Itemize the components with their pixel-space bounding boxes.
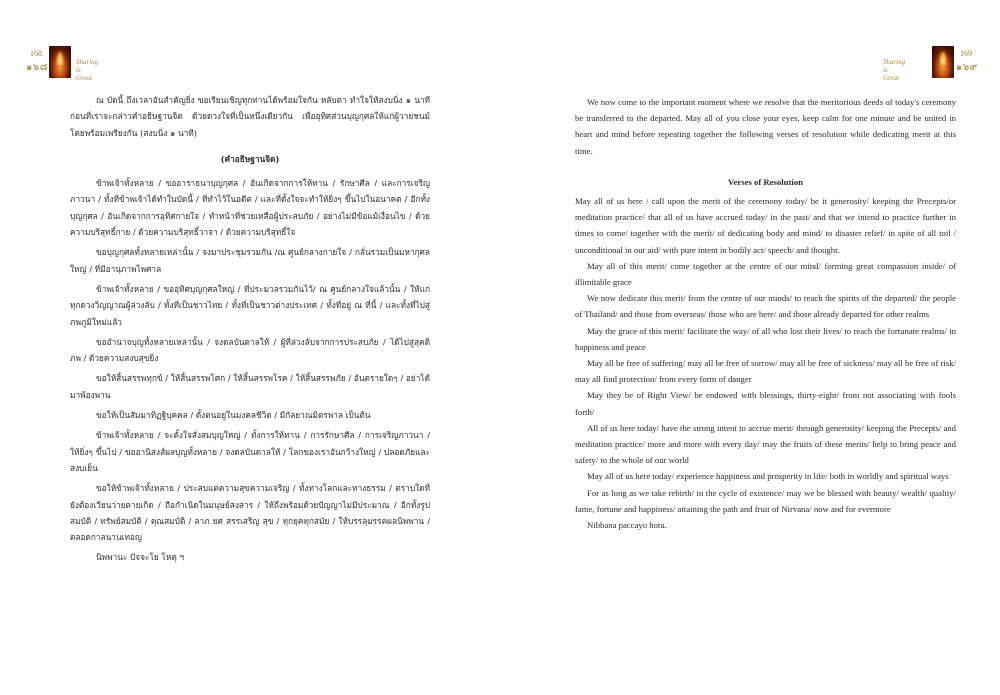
english-paragraph: May they be of Right View/ be endowed with blessings, thirty-eight/ from not associating with fools forth/: [575, 390, 956, 417]
thai-paragraph: ขออำนาจบุญทั้งหลายเหล่านั้น / จงดลบันดาลให้ / ผู้ที่ล่วงลับจากการประสบภัย / ได้ไปสู่สุคติภพ / ด้วยความสงบสุขยิ่ง: [70, 336, 430, 364]
english-intro: We now come to the important moment where we resolve that the meritorious deeds of today's ceremony be transferred to the departed. May all of you close your eyes, keep calm for one minute and be united in heart and mind before repeating together the following verses of resolution while dedicating merit at this time.: [575, 97, 956, 156]
english-paragraph: May all of this merit/ come together at the centre of our mind/ forming great compassion inside/ of illimitable grace: [575, 260, 956, 288]
thai-paragraph: ข้าพเจ้าทั้งหลาย / จะตั้งใจสั่งสมบุญใหญ่ / ทั้งการให้ทาน / การรักษาศีล / การเจริญภาวนา / ให้ยิ่งๆ ขึ้นไป / ขออานิสงส์ผลบุญทั้งหลาย / จงดลบันดาลให้ / โลกของเราอันกว้างใหญ่ / ปลอดภัยและสงบเย็น: [70, 430, 430, 473]
thai-paragraph: ข้าพเจ้าทั้งหลาย / ขออาราธนาบุญกุศล / อันเกิดจากการให้ทาน / รักษาศีล / และการเจริญภาวนา / ทั้งที่ข้าพเจ้าได้ทำในบัดนี้ / ที่ทำไว้ในอดีต / และที่ตั้งใจจะทำให้ยิ่งๆ ขึ้นไปในอนาคต / อีกทั้งบุญกุศล / อันเกิดจากการอุทิศกายใจ / ทำหน้าที่ช่วยเหลือผู้ประสบภัย / อย่างไม่มีข้อแม้เงื่อนไข / ด้วยความบริสุทธิ์กาย / ด้วยความบริสุทธิ์วาจา / ด้วยความบริสุทธิ์ใจ: [70, 178, 430, 238]
english-paragraph: For as long as we take rebirth/ in the cycle of existence/ may we be blessed with beauty/ wealth/ quality/ fame, fortune and happiness/ attaining the path and fruit of Nirvana/ now and for evermore: [575, 487, 956, 514]
english-paragraph: May all be free of suffering/ may all be free of sorrow/ may all be free of sickness/ may all be free of risk/ may all find protection/ from every form of danger: [575, 358, 956, 385]
thai-paragraph: ขอให้เป็นสัมมาทิฏฐิบุคคล / ตั้งตนอยู่ในมงคลชีวิต / มีกัลยาณมิตรพาล เป็นต้น: [96, 410, 371, 421]
english-heading: Verses of Resolution: [728, 176, 803, 187]
english-paragraph: We now dedicate this merit/ from the centre of our minds/ to reach the spirits of the departed/ the people of Thailand/ and those from overseas/ those who are here/ and those already departed for other realms: [575, 293, 956, 320]
thai-heading: (คำอธิษฐานจิต): [220, 153, 280, 164]
candle-thumbnail-icon: [932, 46, 954, 78]
english-closing-line: Nibbana paccayo hotu.: [587, 520, 667, 531]
english-text-column: [575, 94, 956, 533]
thai-paragraph: ขอให้สิ้นสรรพทุกข์ / ให้สิ้นสรรพโศก / ให้สิ้นสรรพโรค / ให้สิ้นสรรพภัย / อันตรายใดๆ / อย่าได้มาพ้องพาน: [70, 373, 430, 400]
candle-thumbnail-icon: [49, 46, 71, 78]
thai-text-column: [70, 92, 430, 566]
thai-intro: ณ บัดนี้ ถึงเวลาอันสำคัญยิ่ง ขอเรียนเชิญทุกท่านได้พร้อมใจกัน หลับตา ทำใจให้สงบนิ่ง ๑ นาที ก่อนที่เราจะกล่าวคำอธิษฐานจิต ด้วยดวงใจที่เป็นหนึ่งเดียวกัน เพื่ออุทิศส่วนบุญกุศลให้แก่ผู้วายชนม์ โดยพร้อมเพรียงกัน (สงบนิ่ง ๑ นาที): [70, 95, 430, 138]
thai-paragraph: ข้าพเจ้าทั้งหลาย / ขออุทิศบุญกุศลใหญ่ / ที่ประมวลรวมกันไว้/ ณ ศูนย์กลางใจแล้วนั้น / ให้แก่ทุกดวงวิญญาณผู้ล่วงลับ / ทั้งที่เป็นชาวไทย / ทั้งที่เป็นชาวต่างประเทศ / ทั้งที่อยู่ ณ ที่นี้ / และทั้งที่ไปสู่ภพภูมิใหม่แล้ว: [70, 283, 430, 327]
thai-closing-line: นิพพานะ ปัจจะโย โหตุ ฯ: [96, 552, 185, 563]
right-running-title: Sharing is Great: [883, 58, 906, 82]
english-paragraph: May all of us here / call upon the merit of the ceremony today/ be it generosity/ keeping the Precepts/or meditation practice/ that all of us have accrued today/ in the past/ and that we intend to practice further in times to come/ together with the merit/ of dedicating body and mind/ to disaster relief/ in spite of all toil / unconditional in our aid/ with pure intent in bodily act/ speech/ and thought.: [575, 196, 956, 255]
right-page-number-thai: ๑๖๙: [956, 62, 978, 73]
left-page-number-thai: ๑๖๘: [26, 62, 48, 73]
right-page-number-arabic: 169: [960, 49, 972, 58]
right-page: [500, 0, 1000, 695]
thai-paragraph: ขอให้ข้าพเจ้าทั้งหลาย / ประสบแต่ความสุขความเจริญ / ทั้งทางโลกและทางธรรม / ตราบใดที่ยังต้องเวียนว่ายตายเกิด / ถือกำเนิดในมนุษย์สงสาร / ให้ถึงพร้อมด้วยปัญญาไม่มีประมาณ / อีกทั้งรูปสมบัติ / ทรัพย์สมบัติ / คุณสมบัติ / ลาภ ยศ สรรเสริญ สุข / ทุกยุคทุกสมัย / ให้บรรลุมรรคผลนิพพาน / ตลอดกาลนานเทอญ: [70, 483, 430, 543]
thai-paragraph: ขอบุญกุศลทั้งหลายเหล่านั้น / จงมาประชุมรวมกัน /ณ ศูนย์กลางกายใจ / กลั่นรวมเป็นมหากุศลใหญ่ / ที่มีอานุภาพไพศาล: [70, 247, 430, 274]
english-paragraph: All of us here today/ have the strong intent to accrue merit/ through generosity/ keeping the Precepts/ and meditation practice/ more and more with every day/ may the fruits of these merits/ help to bring peace and safety/ to the whole of our world: [575, 422, 956, 466]
left-running-title: Sharing is Great: [76, 58, 99, 82]
english-paragraph: May all of us here today/ experience happiness and prosperity in life/ both in worldly and spiritual ways: [587, 471, 949, 482]
english-paragraph: May the grace of this merit/ facilitate the way/ of all who lost their lives/ to reach the fortunate realms/ in happiness and peace: [575, 325, 956, 352]
left-page-number-arabic: 168: [30, 49, 42, 58]
